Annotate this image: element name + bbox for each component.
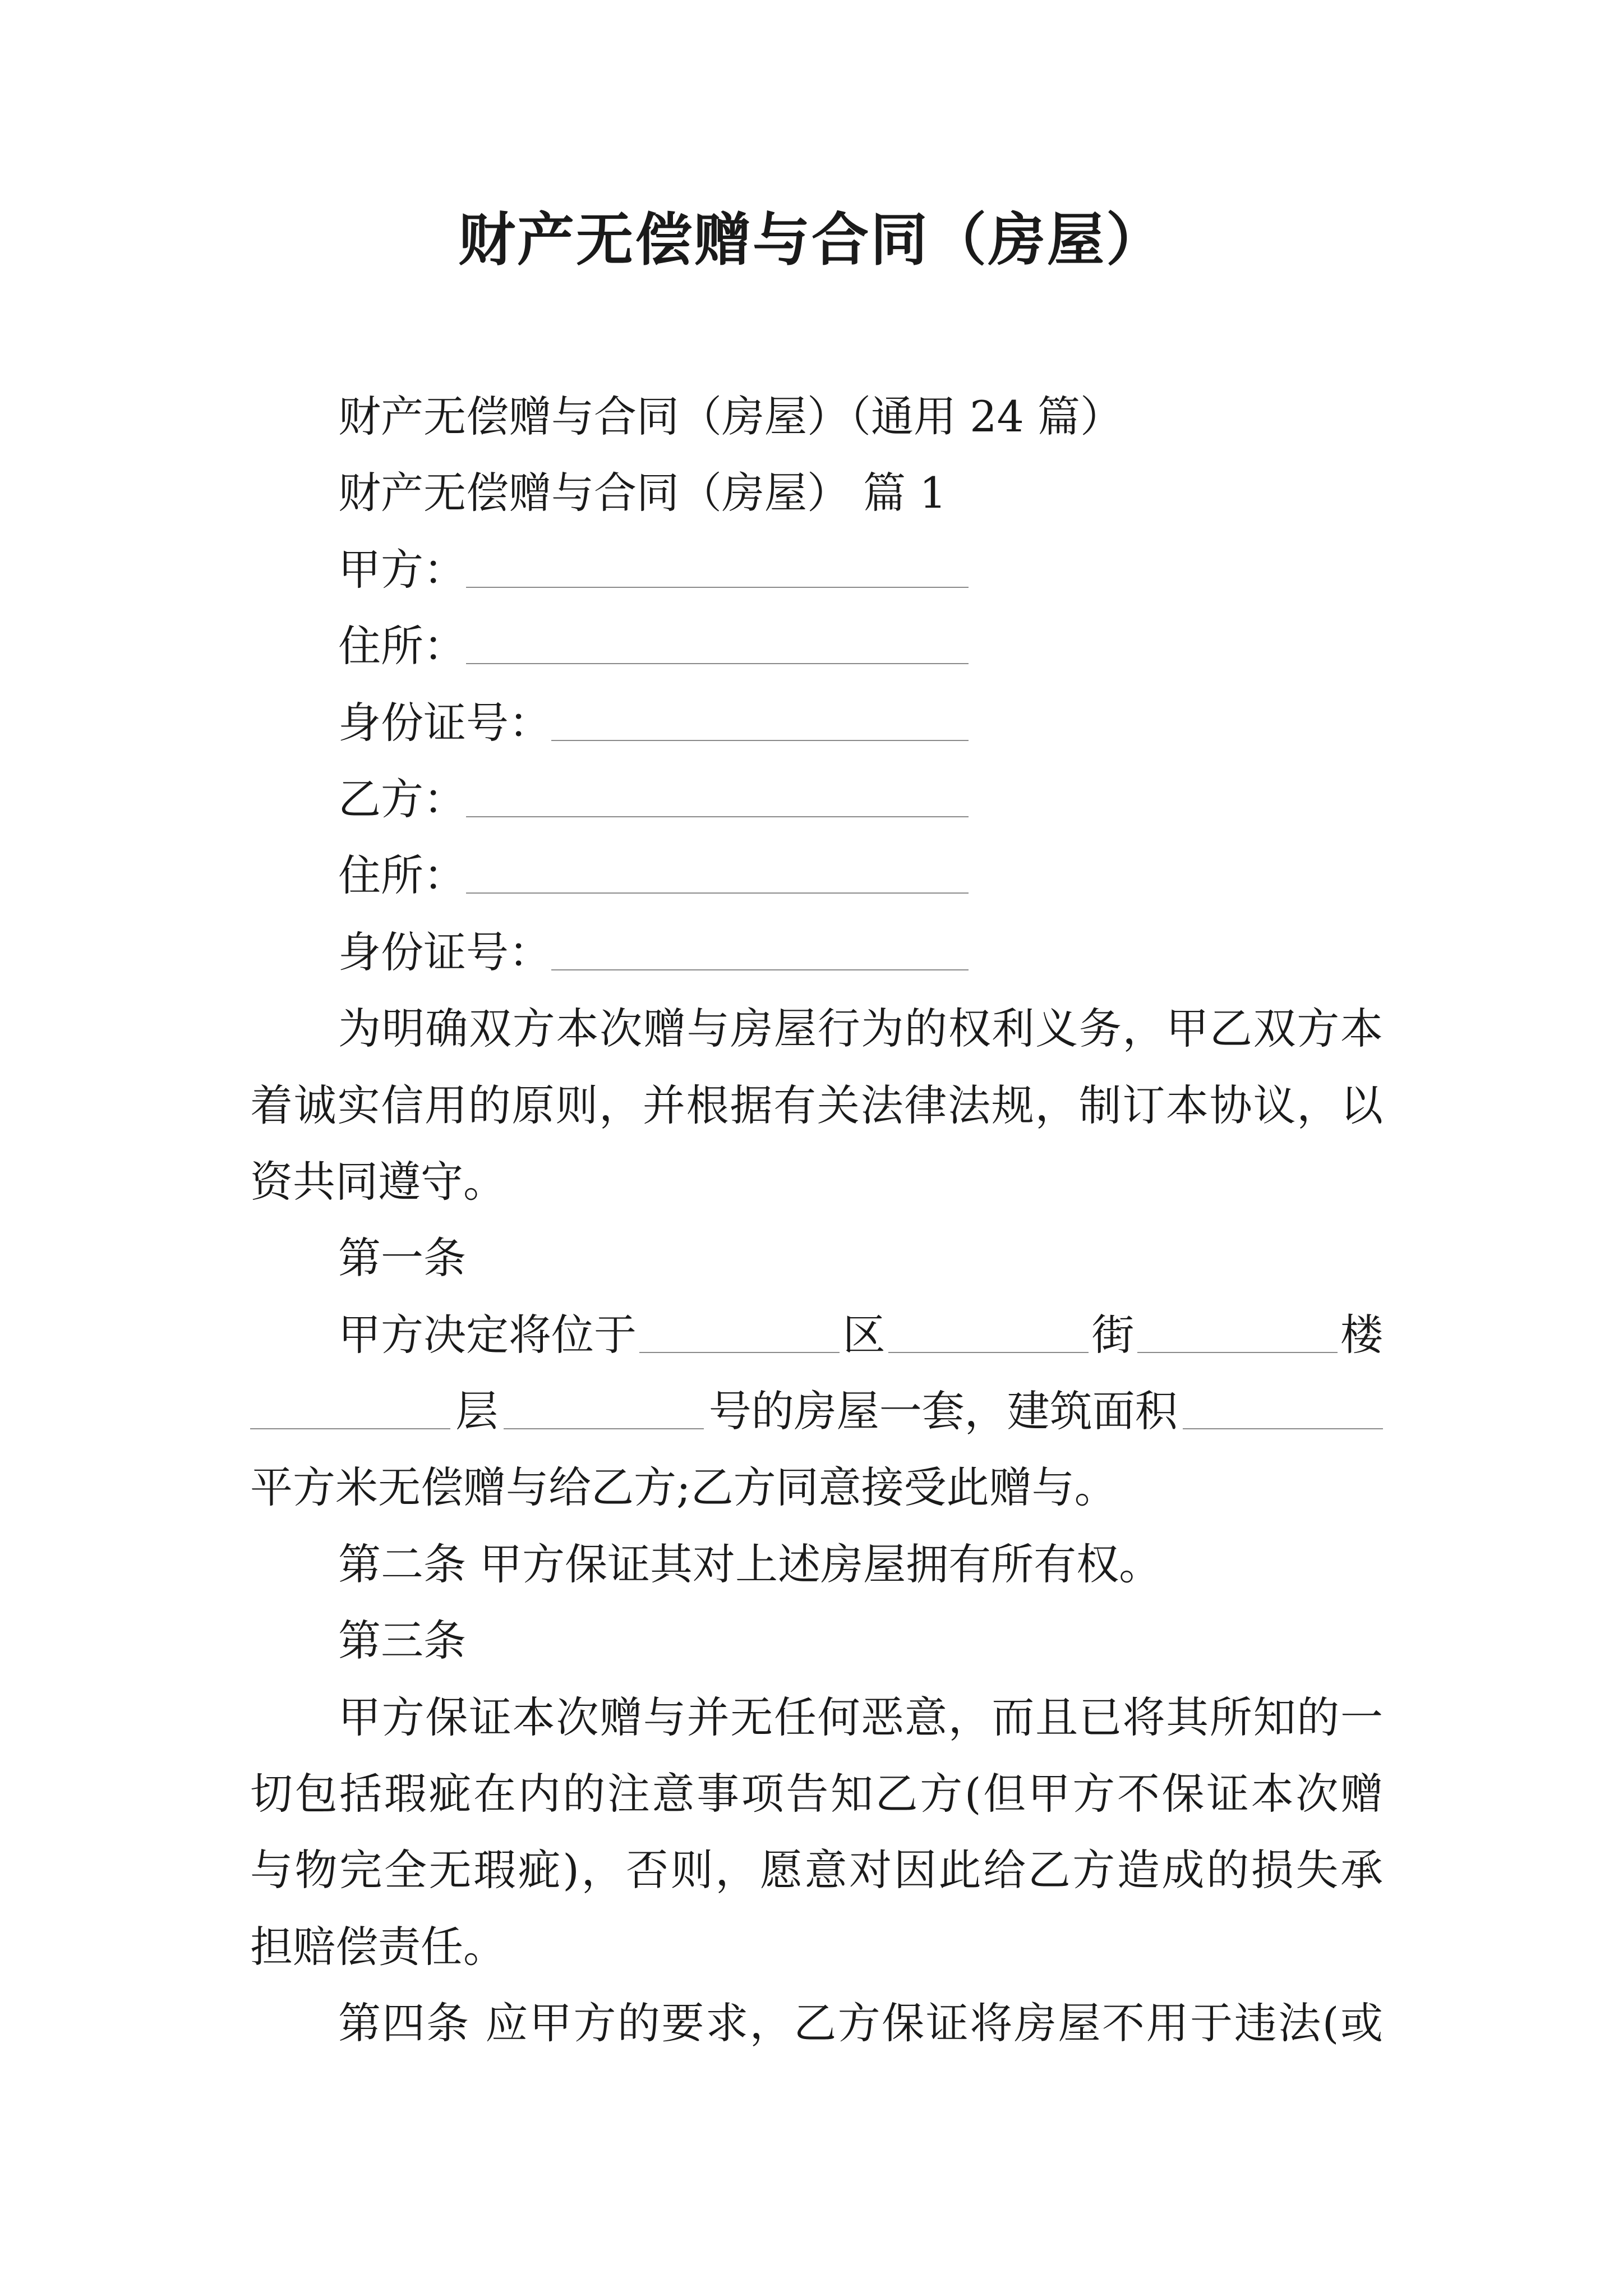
clause-3-line: 担赔偿责任。	[250, 1921, 506, 1972]
blank-line	[639, 1346, 840, 1353]
article-title: 财产无偿赠与合同（房屋） 篇 1	[338, 468, 947, 518]
clause-3-line: 切包括瑕疵在内的注意事项告知乙方(但甲方不保证本次赠	[250, 1769, 1383, 1819]
blank-line	[250, 1423, 450, 1429]
party-b-address-field	[250, 838, 969, 914]
clause-3-line: 与物完全无瑕疵)，否则，愿意对因此给乙方造成的损失承	[250, 1845, 1383, 1895]
street-label: 街	[1091, 1309, 1135, 1360]
blank-line	[466, 811, 969, 817]
collection-title: 财产无偿赠与合同（房屋）（通用 24 篇）	[338, 392, 1123, 441]
field-label: 住所：	[338, 621, 466, 671]
field-label: 甲方：	[338, 544, 466, 595]
field-label: 乙方：	[338, 774, 466, 824]
field-label: 身份证号：	[338, 927, 551, 977]
party-a-field	[250, 532, 969, 608]
blank-line	[466, 581, 969, 588]
blank-line	[551, 964, 969, 970]
location-prefix: 甲方决定将位于	[338, 1309, 637, 1360]
blank-line	[888, 1346, 1089, 1353]
blank-line	[1183, 1423, 1383, 1429]
clause-1-location-line	[250, 1297, 1383, 1373]
document-title: 财产无偿赠与合同（房屋）	[458, 206, 1165, 274]
party-b-id-field	[250, 914, 969, 991]
party-b-field	[250, 761, 969, 838]
blank-line	[466, 887, 969, 894]
floor-label: 层	[455, 1386, 499, 1437]
clause-1-heading: 第一条	[338, 1233, 466, 1283]
party-a-id-field	[250, 685, 969, 761]
blank-line	[1137, 1346, 1338, 1353]
district-label: 区	[842, 1309, 886, 1360]
clause-4-line: 第四条 应甲方的要求，乙方保证将房屋不用于违法(或	[338, 1998, 1383, 2049]
party-a-address-field	[250, 608, 969, 684]
number-area-label: 号的房屋一套，建筑面积	[708, 1386, 1178, 1437]
blank-line	[504, 1423, 704, 1429]
document-body	[250, 379, 1383, 2062]
preamble-line: 资共同遵守。	[250, 1156, 506, 1207]
field-label: 住所：	[338, 850, 466, 901]
building-label: 楼	[1340, 1309, 1383, 1360]
preamble-line: 为明确双方本次赠与房屋行为的权利义务，甲乙双方本	[338, 1004, 1383, 1054]
clause-1-floor-line	[250, 1373, 1383, 1450]
field-label: 身份证号：	[338, 697, 551, 748]
preamble-line: 着诚实信用的原则，并根据有关法律法规，制订本协议，以	[250, 1080, 1383, 1130]
blank-line	[551, 734, 969, 741]
blank-line	[466, 657, 969, 664]
clause-3-line: 甲方保证本次赠与并无任何恶意，而且已将其所知的一	[338, 1692, 1383, 1742]
clause-3-heading: 第三条	[338, 1616, 466, 1666]
clause-1-closing: 平方米无偿赠与给乙方;乙方同意接受此赠与。	[250, 1462, 1117, 1513]
clause-2: 第二条 甲方保证其对上述房屋拥有所有权。	[338, 1539, 1162, 1589]
